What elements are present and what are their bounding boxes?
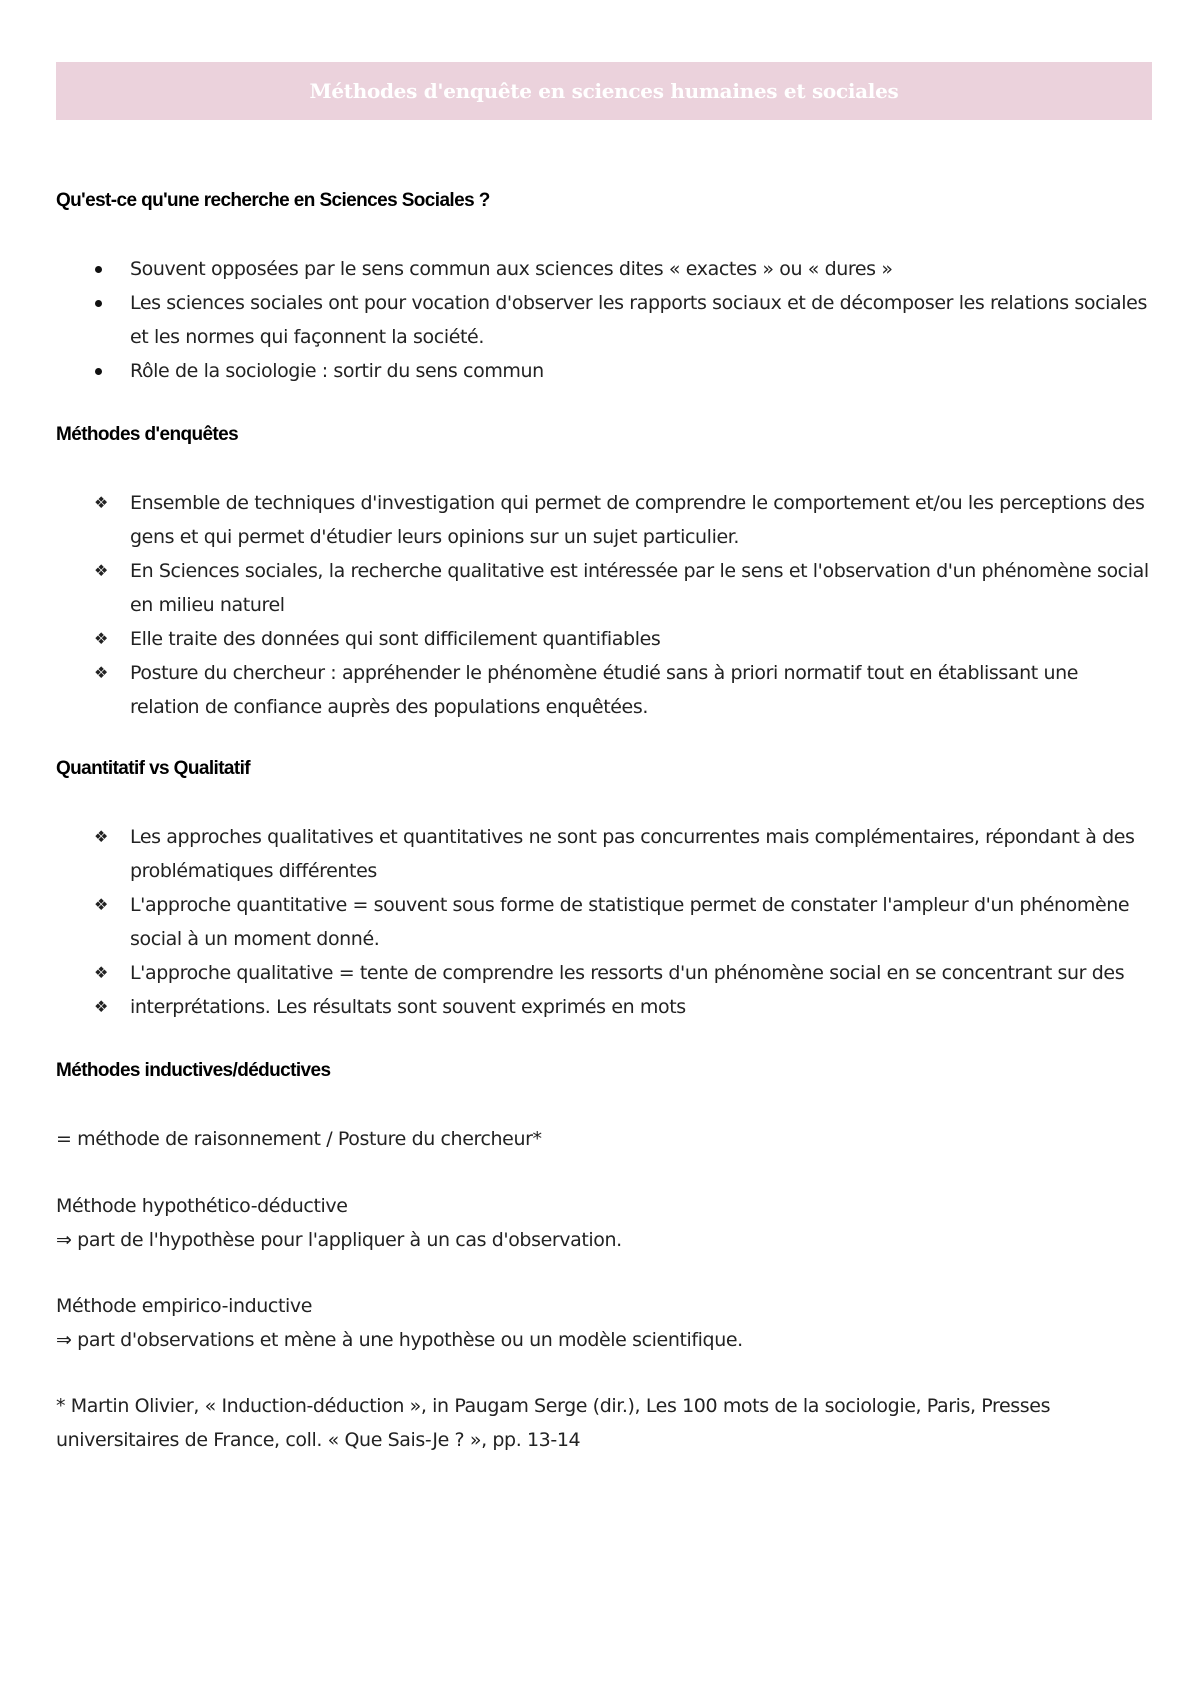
diamond-bullet-icon: ❖ [94, 493, 109, 512]
list-item-text: L'approche quantitative = souvent sous forme de statistique permet de constater l'ampleur d'un phénomène social à un moment donné. [130, 894, 1130, 950]
method-block-hypothetico-deductive [56, 1189, 1136, 1257]
methodes-bullet-list [0, 486, 1200, 724]
method-description: part de l'hypothèse pour l'appliquer à un cas d'observation. [77, 1229, 622, 1251]
section-heading-inductives-deductives: Méthodes inductives/déductives [56, 1060, 331, 1081]
method-name: Méthode hypothético-déductive [56, 1195, 348, 1217]
method-block-empirico-inductive [56, 1289, 1136, 1357]
list-item [0, 656, 1200, 724]
section-heading-recherche: Qu'est-ce qu'une recherche en Sciences Sociales ? [56, 190, 490, 211]
list-item-text: Posture du chercheur : appréhender le phénomène étudié sans à priori normatif tout en établissant une relation de confiance auprès des populations enquêtées. [130, 662, 1079, 718]
diamond-bullet-icon: ❖ [94, 561, 109, 580]
list-item [0, 990, 1200, 1024]
list-item-text: L'approche qualitative = tente de comprendre les ressorts d'un phénomène social en se concentrant sur des [130, 962, 1125, 984]
list-item [0, 820, 1200, 888]
section-heading-methodes-enquetes: Méthodes d'enquêtes [56, 424, 239, 445]
list-item [0, 888, 1200, 956]
quanti-quali-bullet-list [0, 820, 1200, 1024]
bullet-dot-icon [95, 368, 102, 375]
list-item [0, 252, 1200, 286]
footnote: * Martin Olivier, « Induction-déduction », in Paugam Serge (dir.), Les 100 mots de la sociologie, Paris, Presses universitaires de France, coll. « Que Sais-Je ? », pp. 13-14 [56, 1395, 1051, 1451]
method-name: Méthode empirico-inductive [56, 1295, 313, 1317]
list-item [0, 554, 1200, 622]
list-item [0, 354, 1200, 388]
list-item-text: Les approches qualitatives et quantitatives ne sont pas concurrentes mais complémentaires, répondant à des problématiques différentes [130, 826, 1135, 882]
page-title: Méthodes d'enquête en sciences humaines et sociales [309, 79, 899, 103]
bullet-dot-icon [95, 300, 102, 307]
bullet-dot-icon [95, 266, 102, 273]
method-description-line [56, 1323, 1136, 1357]
list-item-text: Souvent opposées par le sens commun aux sciences dites « exactes » ou « dures » [130, 258, 893, 280]
list-item [0, 486, 1200, 554]
diamond-bullet-icon: ❖ [94, 895, 109, 914]
list-item-text: Elle traite des données qui sont difficilement quantifiables [130, 628, 661, 650]
list-item-text: Les sciences sociales ont pour vocation d'observer les rapports sociaux et de décomposer les relations sociales et les normes qui façonnent la société. [130, 292, 1147, 348]
list-item-text: En Sciences sociales, la recherche qualitative est intéressée par le sens et l'observation d'un phénomène social en milieu naturel [130, 560, 1149, 616]
double-arrow-icon: ⇒ [56, 1229, 72, 1251]
method-description: part d'observations et mène à une hypothèse ou un modèle scientifique. [77, 1329, 743, 1351]
title-banner [56, 62, 1152, 120]
recherche-bullet-list [0, 252, 1200, 388]
double-arrow-icon: ⇒ [56, 1329, 72, 1351]
diamond-bullet-icon: ❖ [94, 963, 109, 982]
list-item [0, 622, 1200, 656]
section-intro: = méthode de raisonnement / Posture du chercheur* [56, 1128, 542, 1150]
list-item-text: Rôle de la sociologie : sortir du sens commun [130, 360, 544, 382]
list-item-text: Ensemble de techniques d'investigation qui permet de comprendre le comportement et/ou les perceptions des gens et qui permet d'étudier leurs opinions sur un sujet particulier. [130, 492, 1145, 548]
diamond-bullet-icon: ❖ [94, 629, 109, 648]
method-description-line [56, 1223, 1136, 1257]
diamond-bullet-icon: ❖ [94, 663, 109, 682]
list-item [0, 286, 1200, 354]
section-heading-quanti-quali: Quantitatif vs Qualitatif [56, 758, 251, 779]
list-item-text: interprétations. Les résultats sont souvent exprimés en mots [130, 996, 686, 1018]
list-item [0, 956, 1200, 990]
diamond-bullet-icon: ❖ [94, 997, 109, 1016]
diamond-bullet-icon: ❖ [94, 827, 109, 846]
